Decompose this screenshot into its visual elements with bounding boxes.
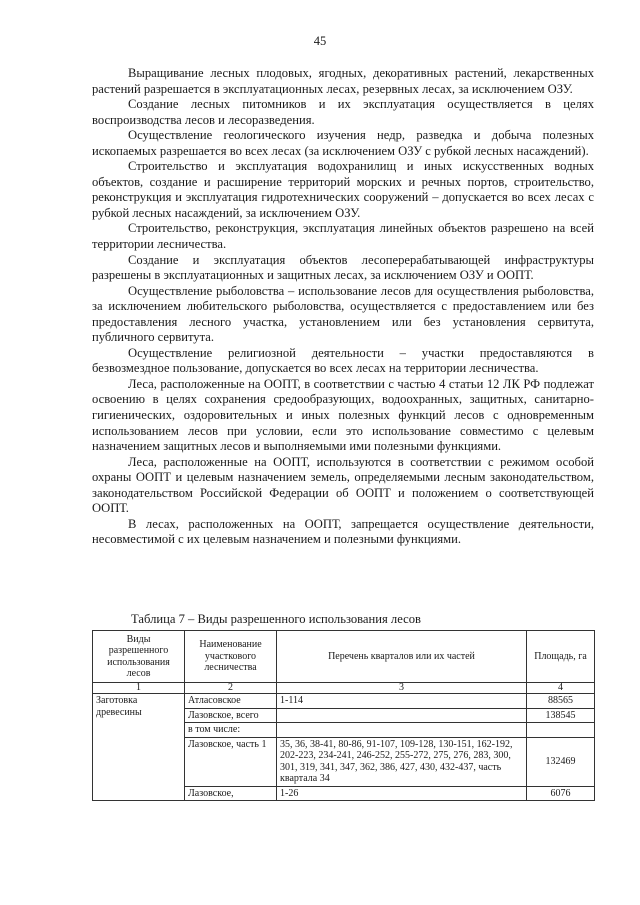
forestry-cell: в том числе: bbox=[185, 723, 277, 738]
body-text bbox=[92, 66, 594, 548]
paragraph: Леса, расположенные на ООПТ, в соответствии с частью 4 статьи 12 ЛК РФ подлежат освоению в целях сохранения средообразующих, водоохранных, защитных, санитарно-гигиенических, оздоровительных и иных полезных функций лесов с одновременным использованием лесов при условии, если это использование совместимо с целевым назначением защитных лесов и выполняемыми ими полезными функциями. bbox=[92, 376, 594, 454]
area-cell: 6076 bbox=[527, 786, 595, 801]
header-use-type: Виды разрешенного использования лесов bbox=[93, 631, 185, 683]
table-header-row bbox=[93, 631, 595, 683]
column-number: 2 bbox=[185, 683, 277, 694]
page-number: 45 bbox=[313, 34, 327, 48]
area-cell bbox=[527, 723, 595, 738]
paragraph: В лесах, расположенных на ООПТ, запрещается осуществление деятельности, несовместимой с их целевым назначением и полезными функциями. bbox=[92, 516, 594, 547]
header-area: Площадь, га bbox=[527, 631, 595, 683]
column-number-row bbox=[93, 683, 595, 694]
forestry-cell: Лазовское, часть 1 bbox=[185, 737, 277, 786]
paragraph: Осуществление рыболовства – использование лесов для осуществления рыболовства, за исключением любительского рыболовства, осуществляется с предоставлением или без предоставления лесного участка, установлением или без установления сервитута, публичного сервитута. bbox=[92, 283, 594, 345]
table-caption: Таблица 7 – Виды разрешенного использования лесов bbox=[131, 612, 421, 626]
use-type-cell: Заготовка древесины bbox=[93, 694, 185, 801]
area-cell: 88565 bbox=[527, 694, 595, 709]
quarters-cell: 1-26 bbox=[277, 786, 527, 801]
forestry-cell: Атласовское bbox=[185, 694, 277, 709]
forest-use-table bbox=[92, 630, 595, 801]
paragraph: Создание лесных питомников и их эксплуатация осуществляется в целях воспроизводства лесов и лесоразведения. bbox=[92, 97, 594, 127]
paragraph: Строительство, реконструкция, эксплуатация линейных объектов разрешено на всей территории лесничества. bbox=[92, 221, 594, 252]
area-cell: 132469 bbox=[527, 737, 595, 786]
quarters-cell bbox=[277, 723, 527, 738]
forestry-cell: Лазовское, bbox=[185, 786, 277, 801]
forestry-cell: Лазовское, всего bbox=[185, 708, 277, 723]
area-cell: 138545 bbox=[527, 708, 595, 723]
quarters-cell: 35, 36, 38-41, 80-86, 91-107, 109-128, 130-151, 162-192, 202-223, 234-241, 246-252, 255-272, 275, 276, 283, 300, 301, 319, 341, 347, 362, 386, 427, 430, 432-437, часть квартала 34 bbox=[277, 737, 527, 786]
paragraph: Создание и эксплуатация объектов лесоперерабатывающей инфраструктуры разрешены в эксплуатационных и защитных лесах, за исключением ОЗУ и ООПТ. bbox=[92, 252, 594, 283]
column-number: 1 bbox=[93, 683, 185, 694]
paragraph: Выращивание лесных плодовых, ягодных, декоративных растений, лекарственных растений разрешается в эксплуатационных лесах, резервных лесах, за исключением ОЗУ. bbox=[92, 66, 594, 96]
header-forestry: Наименование участкового лесничества bbox=[185, 631, 277, 683]
column-number: 4 bbox=[527, 683, 595, 694]
table-row bbox=[93, 694, 595, 709]
paragraph: Осуществление религиозной деятельности – участки предоставляются в безвозмездное пользование, допускается во всех лесах на территории лесничества. bbox=[92, 345, 594, 376]
paragraph: Леса, расположенные на ООПТ, используются в соответствии с режимом особой охраны ООПТ и целевым назначением земель, определяемыми лесным законодательством, законодательством Российской Федерации об ООПТ и положением о соответствующей ООПТ. bbox=[92, 454, 594, 516]
quarters-cell bbox=[277, 708, 527, 723]
header-quarters: Перечень кварталов или их частей bbox=[277, 631, 527, 683]
paragraph: Строительство и эксплуатация водохранилищ и иных искусственных водных объектов, создание и расширение территорий морских и речных портов, строительство, реконструкция и эксплуатация гидротехнических сооружений – допускается во всех лесах с рубкой лесных насаждений, за исключением ОЗУ. bbox=[92, 159, 594, 220]
paragraph: Осуществление геологического изучения недр, разведка и добыча полезных ископаемых разрешается во всех лесах (за исключением ОЗУ с рубкой лесных насаждений). bbox=[92, 128, 594, 158]
column-number: 3 bbox=[277, 683, 527, 694]
quarters-cell: 1-114 bbox=[277, 694, 527, 709]
